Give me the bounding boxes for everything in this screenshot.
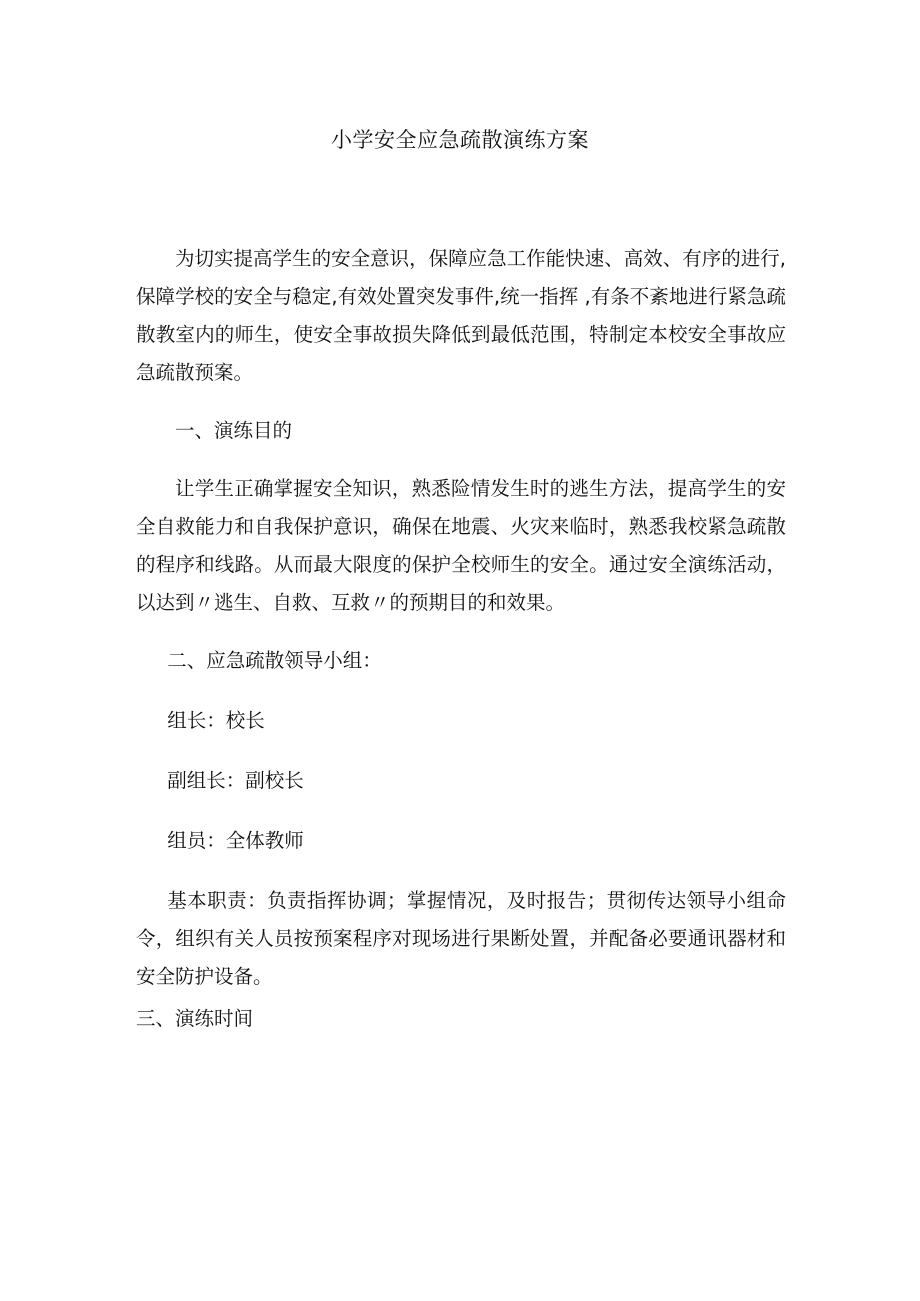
document-body [136,240,786,1038]
section-1-paragraph: 让学生正确掌握安全知识，熟悉险情发生时的逃生方法，提高学生的安全自救能力和自我保护意识，确保在地震、火灾来临时，熟悉我校紧急疏散的程序和线路。从而最大限度的保护全校师生的安全。通过安全演练活动，以达到〃逃生、自救、互救〃的预期目的和效果。 [136,477,786,614]
intro-paragraph: 为切实提高学生的安全意识，保障应急工作能快速、高效、有序的进行,保障学校的安全与稳定,有效处置突发事件,统一指挥 ,有条不紊地进行紧急疏散教室内的师生，使安全事故损失降低到最低范围，特制定本校安全事故应急疏散预案。 [136,247,786,384]
leader-line: 组长：校长 [167,709,265,732]
deputy-leader-line: 副组长：副校长 [167,769,304,792]
duties-paragraph: 基本职责：负责指挥协调；掌握情况，及时报告；贯彻传达领导小组命令，组织有关人员按预案程序对现场进行果断处置，并配备必要通讯器材和安全防护设备。 [136,889,786,988]
section-3-heading: 三、演练时间 [136,1007,254,1030]
document-title: 小学安全应急疏散演练方案 [331,128,589,152]
members-line: 组员：全体教师 [167,829,304,852]
section-2-heading: 二、应急疏散领导小组： [167,649,382,672]
section-1-heading: 一、演练目的 [175,419,293,442]
